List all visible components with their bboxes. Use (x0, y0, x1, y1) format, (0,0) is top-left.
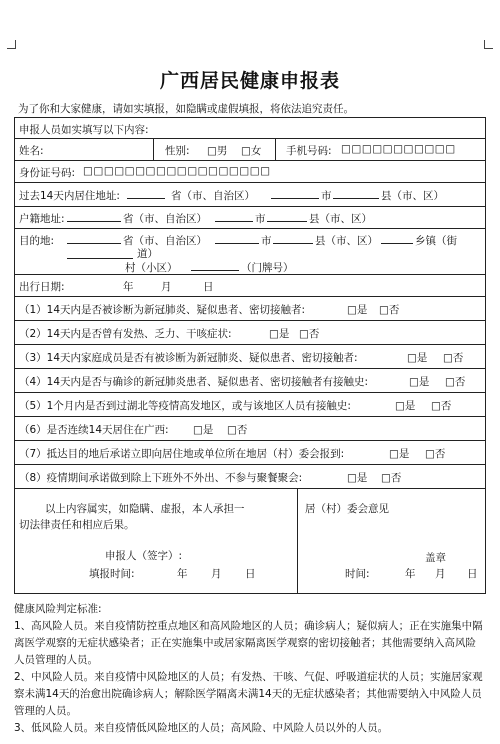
destination-label: 目的地: (19, 235, 55, 247)
criteria-heading: 健康风险判定标准: (14, 603, 102, 615)
question-row-3 (15, 344, 485, 369)
dest-village-blank[interactable] (67, 246, 133, 259)
question-row-6 (15, 416, 485, 441)
household-city-blank[interactable] (215, 209, 253, 222)
yes-checkbox[interactable]: □是 (389, 448, 410, 460)
phone-field[interactable]: □□□□□□□□□□□ (341, 143, 456, 155)
criteria-item-high: 1、高风险人员。来自疫情防控重点地区和高风险地区的人员；确诊病人；疑似病人；正在实施集中隔离医学观察的无症状感染者；正在实施集中或居家隔离医学观察的密切接触者；其他需要纳入高风险人员管理的人员。 (14, 620, 483, 666)
household-province-label: 省（市、自治区） (123, 213, 207, 225)
question-text: （1）14天内是否被诊断为新冠肺炎、疑似患者、密切接触者: (19, 304, 306, 316)
question-row-4 (15, 368, 485, 393)
no-checkbox[interactable]: □否 (443, 352, 464, 364)
dest-town-label: 乡镇（街 (415, 235, 457, 247)
question-text: （7）抵达目的地后承诺立即向居住地或单位所在地居（村）委会报到: (19, 448, 345, 460)
dest-door-blank[interactable] (191, 258, 239, 271)
past14-county-blank[interactable] (333, 186, 379, 199)
household-county-blank[interactable] (267, 209, 307, 222)
divider (297, 488, 298, 594)
dest-village-label: 村（小区） (125, 262, 178, 274)
no-checkbox[interactable]: □否 (299, 328, 320, 340)
committee-label: 居（村）委会意见 (305, 503, 389, 515)
question-text: （8）疫情期间承诺做到除上下班外不外出、不参与聚餐聚会: (19, 472, 303, 484)
id-row (15, 160, 485, 183)
applicant-sign-label[interactable]: 申报人（签字）: (105, 550, 183, 562)
name-row (15, 138, 485, 161)
declaration-form (14, 117, 486, 594)
no-checkbox[interactable]: □否 (431, 400, 452, 412)
departure-day[interactable]: 日 (203, 281, 214, 293)
gender-label: 性别: (165, 145, 190, 157)
no-checkbox[interactable]: □否 (227, 424, 248, 436)
household-row (15, 206, 485, 229)
dest-county-label: 县（市、区） (315, 235, 378, 247)
dest-town-label-cont: 道） (137, 248, 158, 260)
past14-label: 过去14天内居住地址: (19, 190, 120, 202)
dest-province-label: 省（市、自治区） (123, 235, 207, 247)
dest-town-blank[interactable] (381, 231, 413, 244)
criteria-item-medium: 2、中风险人员。来自疫情中风险地区的人员；有发热、干咳、气促、呼吸道症状的人员；实施居家观察未满14天的治愈出院确诊病人；解除医学隔离未满14天的无症状感染者；其他需要纳入中风险人员管理的人员。 (14, 671, 483, 717)
crop-mark-top-right (484, 40, 493, 49)
id-field[interactable]: □□□□□□□□□□□□□□□□□□ (83, 165, 271, 177)
dest-door-label: （门牌号） (241, 262, 294, 274)
dest-city-label: 市 (261, 235, 272, 247)
past14-city-blank[interactable] (271, 186, 319, 199)
question-row-1 (15, 296, 485, 321)
household-label: 户籍地址: (19, 213, 65, 225)
no-checkbox[interactable]: □否 (381, 472, 402, 484)
page-title: 广西居民健康申报表 (159, 70, 340, 92)
divider (153, 138, 154, 160)
dest-province-blank[interactable] (67, 231, 121, 244)
question-text: （5）1个月内是否到过湖北等疫情高发地区，或与该地区人员有接触史: (19, 400, 351, 412)
question-row-5 (15, 392, 485, 417)
past14-county-label: 县（市、区） (381, 190, 444, 202)
dest-city-blank[interactable] (215, 231, 259, 244)
yes-checkbox[interactable]: □是 (395, 400, 416, 412)
phone-label: 手机号码: (286, 145, 332, 157)
male-checkbox[interactable]: □男 (207, 145, 228, 157)
crop-mark-top-left (7, 40, 16, 49)
committee-year[interactable]: 年 (405, 568, 416, 580)
household-province-blank[interactable] (67, 209, 121, 222)
question-text: （4）14天内是否与确诊的新冠肺炎患者、疑似患者、密切接触者有接触史: (19, 376, 369, 388)
question-text: （3）14天内家庭成员是否有被诊断为新冠肺炎、疑似患者、密切接触者: (19, 352, 358, 364)
question-row-7 (15, 440, 485, 465)
female-checkbox[interactable]: □女 (241, 145, 262, 157)
form-header-row (15, 118, 485, 139)
committee-month[interactable]: 月 (435, 568, 446, 580)
stamp-label: 盖章 (425, 552, 446, 564)
destination-row (15, 228, 485, 275)
departure-row (15, 274, 485, 297)
departure-label: 出行日期: (19, 281, 65, 293)
fill-time-label: 填报时间: (89, 568, 135, 580)
form-header: 申报人员如实填写以下内容: (19, 124, 149, 136)
yes-checkbox[interactable]: □是 (409, 376, 430, 388)
pledge-line-2: 切法律责任和相应后果。 (19, 519, 135, 531)
no-checkbox[interactable]: □否 (425, 448, 446, 460)
criteria-item-low: 3、低风险人员。来自疫情低风险地区的人员；高风险、中风险人员以外的人员。 (14, 722, 389, 734)
question-row-8 (15, 464, 485, 489)
household-city-label: 市 (255, 213, 266, 225)
no-checkbox[interactable]: □否 (379, 304, 400, 316)
fill-year[interactable]: 年 (177, 568, 188, 580)
past14-row (15, 182, 485, 207)
committee-time-label: 时间: (345, 568, 370, 580)
departure-year[interactable]: 年 (123, 281, 134, 293)
question-text: （2）14天内是否曾有发热、乏力、干咳症状: (19, 328, 232, 340)
divider (275, 138, 276, 160)
name-label: 姓名: (19, 145, 44, 157)
yes-checkbox[interactable]: □是 (269, 328, 290, 340)
question-text: （6）是否连续14天居住在广西: (19, 424, 169, 436)
pledge-line-1: 以上内容属实，如隐瞒、虚报，本人承担一 (45, 503, 245, 515)
id-label: 身份证号码: (19, 167, 76, 179)
fill-day[interactable]: 日 (245, 568, 256, 580)
household-county-label: 县（市、区） (309, 213, 372, 225)
past14-province-blank[interactable] (127, 186, 165, 199)
past14-province-label: 省（市、自治区） (171, 190, 255, 202)
departure-month[interactable]: 月 (161, 281, 172, 293)
yes-checkbox[interactable]: □是 (193, 424, 214, 436)
risk-criteria (14, 601, 486, 737)
past14-city-label: 市 (321, 190, 332, 202)
yes-checkbox[interactable]: □是 (407, 352, 428, 364)
yes-checkbox[interactable]: □是 (347, 304, 368, 316)
committee-day[interactable]: 日 (467, 568, 478, 580)
intro-text: 为了你和大家健康，请如实填报，如隐瞒或虚假填报，将依法追究责任。 (18, 103, 354, 115)
fill-month[interactable]: 月 (211, 568, 222, 580)
no-checkbox[interactable]: □否 (445, 376, 466, 388)
dest-county-blank[interactable] (273, 231, 313, 244)
question-row-2 (15, 320, 485, 345)
yes-checkbox[interactable]: □是 (347, 472, 368, 484)
